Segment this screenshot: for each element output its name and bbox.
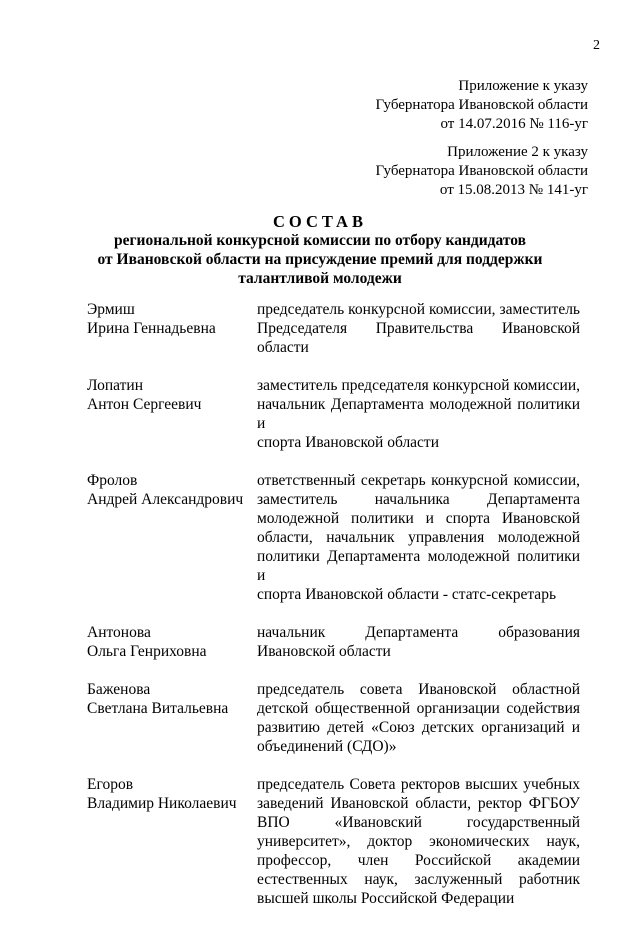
title-line: талантливой молодежи <box>238 270 402 287</box>
member-role-line: Ивановской области <box>257 643 391 660</box>
member-given-names: Ольга Генриховна <box>87 643 207 660</box>
member-role-line: ответственный секретарь конкурсной комиссии, <box>257 472 580 489</box>
member-role-line: детской общественной организации содействия <box>257 700 580 717</box>
title-line: от Ивановской области на присуждение премий для поддержки <box>97 251 543 268</box>
title-line: региональной конкурсной комиссии по отбору кандидатов <box>114 232 526 249</box>
member-role-line: ВПО «Ивановский государственный <box>257 814 580 831</box>
annex-original-line1: Приложение 2 к указу <box>447 144 588 160</box>
member-name <box>87 471 257 604</box>
member-role-line: молодежной политики и спорта Ивановской <box>257 510 580 527</box>
member-role-line: университет», доктор экономических наук, <box>257 833 580 850</box>
member-surname: Егоров <box>87 776 134 793</box>
member-surname: Эрмиш <box>87 301 135 318</box>
title-heading: СОСТАВ <box>273 212 367 231</box>
member-role <box>257 680 580 756</box>
member-role-line: заместитель начальника Департамента <box>257 491 580 508</box>
member-given-names: Антон Сергеевич <box>87 396 202 413</box>
member-name <box>87 300 257 357</box>
member-role-line: высшей школы Российской Федерации <box>257 890 515 907</box>
member-role-line: председатель совета Ивановской областной <box>257 681 580 698</box>
document-title <box>60 212 580 288</box>
member-role-line: председатель Совета ректоров высших учебных <box>257 776 580 793</box>
member-role-line: заведений Ивановской области, ректор ФГБОУ <box>257 795 580 812</box>
annex-original-line3: от 15.08.2013 № 141-уг <box>439 182 588 198</box>
member-name <box>87 680 257 756</box>
member-role <box>257 376 580 452</box>
annex-current <box>375 77 588 134</box>
member-row <box>87 680 580 756</box>
annex-current-line1: Приложение к указу <box>458 78 588 94</box>
member-surname: Фролов <box>87 472 138 489</box>
member-surname: Антонова <box>87 624 151 641</box>
page-number: 2 <box>593 38 600 53</box>
member-surname: Лопатин <box>87 377 144 394</box>
member-row <box>87 471 580 604</box>
member-name <box>87 376 257 452</box>
member-role-line: начальник Департамента молодежной политики и <box>257 396 580 432</box>
member-role-line: спорта Ивановской области <box>257 434 440 451</box>
member-role-line: области <box>257 339 309 356</box>
member-row <box>87 623 580 661</box>
member-role-line: председатель конкурсной комиссии, заместитель <box>257 301 580 318</box>
member-role-line: области, начальник управления молодежной <box>257 529 580 546</box>
member-role-line: заместитель председателя конкурсной комиссии, <box>257 377 580 394</box>
member-role-line: естественных наук, заслуженный работник <box>257 871 580 888</box>
member-surname: Баженова <box>87 681 151 698</box>
member-role <box>257 300 580 357</box>
member-given-names: Владимир Николаевич <box>87 795 237 812</box>
member-name <box>87 775 257 908</box>
member-role-line: объединений (СДО)» <box>257 738 397 755</box>
member-role-line: развитию детей «Союз детских организаций и <box>257 719 580 736</box>
members-list <box>87 300 580 927</box>
annex-current-line3: от 14.07.2016 № 116-уг <box>440 116 588 132</box>
annex-original-line2: Губернатора Ивановской области <box>375 163 588 179</box>
member-given-names: Андрей Александрович <box>87 491 244 508</box>
member-row <box>87 376 580 452</box>
annex-current-line2: Губернатора Ивановской области <box>375 97 588 113</box>
annex-original <box>375 143 588 200</box>
member-role <box>257 775 580 908</box>
member-role-line: профессор, член Российской академии <box>257 852 580 869</box>
member-role <box>257 623 580 661</box>
member-role-line: спорта Ивановской области - статс-секретарь <box>257 586 557 603</box>
member-role <box>257 471 580 604</box>
member-role-line: Председателя Правительства Ивановской <box>257 320 580 337</box>
member-row <box>87 300 580 357</box>
member-role-line: начальник Департамента образования <box>257 624 580 641</box>
member-name <box>87 623 257 661</box>
member-given-names: Ирина Геннадьевна <box>87 320 216 337</box>
member-row <box>87 775 580 908</box>
member-role-line: политики Департамента молодежной политики и <box>257 548 580 584</box>
member-given-names: Светлана Витальевна <box>87 700 229 717</box>
